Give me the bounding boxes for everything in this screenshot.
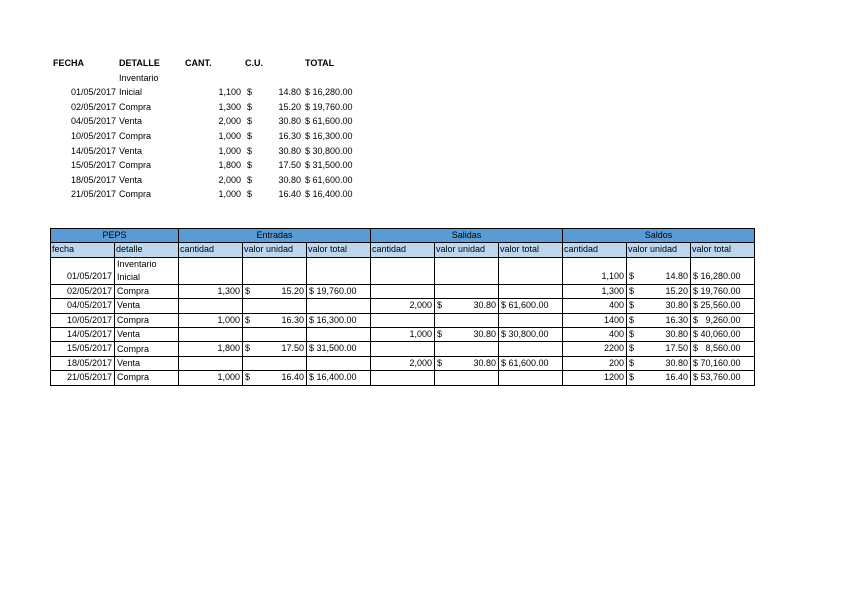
entradas-cantidad: 1,000 — [179, 371, 243, 385]
entradas-valor-unidad-cell — [243, 299, 307, 313]
summary-cu: 30.80 — [278, 145, 301, 156]
summary-header-total: TOTAL — [305, 58, 335, 68]
salidas-valor-unidad-cell — [435, 328, 499, 342]
salidas-valor-unidad-cell — [435, 299, 499, 313]
salidas-valor-unidad: 30.80 — [473, 357, 496, 368]
summary-header-cu: C.U. — [245, 58, 263, 68]
entradas-valor-total — [307, 328, 371, 342]
entradas-valor-unidad-cell — [243, 356, 307, 370]
summary-detalle-cell — [118, 114, 184, 129]
salidas-valor-unidad-cell — [435, 313, 499, 327]
summary-cu: 16.40 — [278, 189, 301, 200]
salidas-valor-unidad: 30.80 — [473, 329, 496, 340]
peps-subheader-fecha: fecha — [51, 243, 115, 257]
summary-cu: 30.80 — [278, 174, 301, 185]
summary-cant: 1,800 — [218, 160, 241, 171]
salidas-cantidad: 2,000 — [371, 356, 435, 370]
salidas-valor-unidad-currency: $ — [437, 357, 443, 368]
summary-cu-cell — [244, 144, 304, 159]
summary-cant: 1,300 — [218, 101, 241, 112]
salidas-cantidad — [371, 342, 435, 356]
peps-fecha: 15/05/2017 — [51, 342, 115, 356]
peps-detalle-cell — [115, 356, 179, 370]
summary-detalle: Compra — [119, 189, 152, 200]
entradas-valor-unidad: 17.50 — [281, 343, 304, 354]
peps-detalle: Compra — [117, 314, 150, 325]
salidas-valor-unidad-currency: $ — [437, 300, 443, 311]
entradas-valor-unidad-cell — [243, 371, 307, 385]
summary-fecha: 04/05/2017 — [70, 116, 116, 127]
salidas-subheader-valor-unidad: valor unidad — [435, 243, 499, 257]
peps-detalle-cell — [115, 284, 179, 298]
entradas-valor-total — [307, 299, 371, 313]
saldos-valor-total: $ 40,060.00 — [691, 328, 755, 342]
saldos-valor-total: $ 16,280.00 — [691, 257, 755, 284]
entradas-cantidad: 1,300 — [179, 284, 243, 298]
peps-group-peps: PEPS — [51, 229, 179, 243]
saldos-cantidad: 200 — [563, 356, 627, 370]
peps-group-saldos: Saldos — [563, 229, 755, 243]
summary-detalle-cell — [118, 129, 184, 144]
saldos-valor-unidad-cell — [627, 313, 691, 327]
summary-cu-cell — [244, 114, 304, 129]
saldos-cantidad: 400 — [563, 299, 627, 313]
summary-fecha: 15/05/2017 — [70, 160, 116, 171]
saldos-valor-unidad-currency: $ — [629, 372, 635, 383]
summary-detalle-cell — [118, 100, 184, 115]
salidas-subheader-cantidad: cantidad — [371, 243, 435, 257]
entradas-valor-unidad-currency: $ — [245, 343, 251, 354]
summary-row — [52, 187, 366, 202]
summary-cu: 14.80 — [278, 87, 301, 98]
entradas-valor-total: $ 16,300.00 — [307, 313, 371, 327]
peps-row — [51, 257, 755, 284]
summary-fecha: 18/05/2017 — [70, 174, 116, 185]
saldos-cantidad: 1,100 — [563, 257, 627, 284]
entradas-valor-unidad-currency: $ — [245, 372, 251, 383]
summary-detalle-cell — [118, 187, 184, 202]
summary-fecha: 01/05/2017 — [70, 87, 116, 98]
entradas-valor-total: $ 16,400.00 — [307, 371, 371, 385]
peps-group-header-row — [51, 229, 755, 243]
entradas-subheader-valor-unidad: valor unidad — [243, 243, 307, 257]
summary-table — [52, 56, 366, 202]
summary-cu-cell — [244, 173, 304, 188]
summary-cant: 1,000 — [218, 145, 241, 156]
saldos-valor-unidad-currency: $ — [629, 300, 635, 311]
summary-detalle: Venta — [119, 174, 143, 185]
summary-total: $ 19,760.00 — [305, 101, 353, 112]
saldos-valor-unidad: 16.30 — [665, 314, 688, 325]
entradas-subheader-valor-total: valor total — [307, 243, 371, 257]
entradas-cantidad — [179, 299, 243, 313]
summary-cu-currency: $ — [247, 87, 253, 98]
peps-row — [51, 299, 755, 313]
summary-cant: 2,000 — [218, 174, 241, 185]
peps-fecha: 21/05/2017 — [51, 371, 115, 385]
summary-cu-currency: $ — [247, 101, 253, 112]
saldos-valor-unidad: 30.80 — [665, 300, 688, 311]
summary-detalle-cell — [118, 144, 184, 159]
entradas-valor-unidad: 16.40 — [281, 372, 304, 383]
peps-table — [50, 228, 755, 386]
saldos-valor-unidad-cell — [627, 342, 691, 356]
summary-fecha: 14/05/2017 — [70, 145, 116, 156]
salidas-cantidad — [371, 257, 435, 284]
peps-row — [51, 356, 755, 370]
entradas-subheader-cantidad: cantidad — [179, 243, 243, 257]
summary-detalle-cell — [118, 71, 184, 100]
entradas-valor-total: $ 31,500.00 — [307, 342, 371, 356]
summary-total: $ 31,500.00 — [305, 160, 353, 171]
entradas-valor-unidad: 15.20 — [281, 285, 304, 296]
saldos-valor-total: $ 19,760.00 — [691, 284, 755, 298]
entradas-valor-unidad-currency: $ — [245, 314, 251, 325]
salidas-valor-total — [499, 371, 563, 385]
saldos-valor-unidad-cell — [627, 299, 691, 313]
summary-row — [52, 158, 366, 173]
saldos-valor-total: $ 70,160.00 — [691, 356, 755, 370]
summary-row — [52, 173, 366, 188]
peps-detalle-cell — [115, 328, 179, 342]
peps-fecha: 14/05/2017 — [51, 328, 115, 342]
entradas-valor-unidad-currency: $ — [245, 285, 251, 296]
summary-cu: 17.50 — [278, 160, 301, 171]
summary-row — [52, 129, 366, 144]
saldos-valor-unidad-currency: $ — [629, 285, 635, 296]
saldos-valor-unidad-currency: $ — [629, 271, 635, 282]
peps-detalle: Compra — [117, 372, 150, 383]
salidas-cantidad — [371, 284, 435, 298]
peps-row — [51, 284, 755, 298]
summary-cu-cell — [244, 158, 304, 173]
saldos-subheader-valor-total: valor total — [691, 243, 755, 257]
saldos-valor-unidad-cell — [627, 257, 691, 284]
peps-subheader-detalle: detalle — [115, 243, 179, 257]
saldos-valor-total: $ 53,760.00 — [691, 371, 755, 385]
saldos-cantidad: 400 — [563, 328, 627, 342]
summary-cu-cell — [244, 100, 304, 115]
saldos-valor-unidad-cell — [627, 371, 691, 385]
summary-total: $ 61,600.00 — [305, 174, 353, 185]
saldos-valor-total: $ 9,260.00 — [691, 313, 755, 327]
peps-fecha: 01/05/2017 — [51, 257, 115, 284]
peps-fecha: 10/05/2017 — [51, 313, 115, 327]
salidas-valor-total: $ 61,600.00 — [499, 356, 563, 370]
saldos-cantidad: 2200 — [563, 342, 627, 356]
salidas-valor-unidad-cell — [435, 257, 499, 284]
summary-cu: 16.30 — [278, 130, 301, 141]
saldos-cantidad: 1,300 — [563, 284, 627, 298]
peps-fecha: 04/05/2017 — [51, 299, 115, 313]
saldos-cantidad: 1400 — [563, 313, 627, 327]
saldos-valor-unidad: 30.80 — [665, 329, 688, 340]
peps-row — [51, 313, 755, 327]
summary-total: $ 61,600.00 — [305, 116, 353, 127]
entradas-valor-unidad-cell — [243, 284, 307, 298]
saldos-subheader-cantidad: cantidad — [563, 243, 627, 257]
salidas-valor-unidad: 30.80 — [473, 300, 496, 311]
summary-detalle: Inicial — [119, 87, 143, 98]
summary-detalle-cell — [118, 173, 184, 188]
saldos-valor-unidad-currency: $ — [629, 314, 635, 325]
peps-subheader-row — [51, 243, 755, 257]
salidas-cantidad — [371, 371, 435, 385]
saldos-valor-unidad-currency: $ — [629, 357, 635, 368]
summary-cant: 1,000 — [218, 130, 241, 141]
entradas-cantidad — [179, 356, 243, 370]
peps-detalle: Compra — [117, 343, 150, 354]
peps-fecha: 18/05/2017 — [51, 356, 115, 370]
peps-group-entradas: Entradas — [179, 229, 371, 243]
peps-detalle-cell — [115, 342, 179, 356]
salidas-valor-unidad-cell — [435, 342, 499, 356]
summary-detalle: Compra — [119, 130, 152, 141]
salidas-cantidad: 1,000 — [371, 328, 435, 342]
entradas-cantidad: 1,000 — [179, 313, 243, 327]
peps-group-salidas: Salidas — [371, 229, 563, 243]
summary-detalle-cell — [118, 158, 184, 173]
peps-detalle-cell — [115, 257, 179, 284]
summary-total: $ 16,280.00 — [305, 87, 353, 98]
summary-total: $ 30,800.00 — [305, 145, 353, 156]
peps-detalle: Venta — [117, 358, 141, 369]
summary-cu: 15.20 — [278, 101, 301, 112]
saldos-valor-unidad-cell — [627, 328, 691, 342]
summary-row — [52, 100, 366, 115]
peps-row — [51, 328, 755, 342]
summary-fecha: 10/05/2017 — [70, 130, 116, 141]
entradas-cantidad: 1,800 — [179, 342, 243, 356]
entradas-valor-total — [307, 356, 371, 370]
saldos-valor-unidad-currency: $ — [629, 343, 635, 354]
saldos-valor-unidad: 14.80 — [665, 271, 688, 282]
saldos-valor-total: $ 8,560.00 — [691, 342, 755, 356]
entradas-valor-unidad-cell — [243, 328, 307, 342]
peps-detalle: Venta — [117, 329, 141, 340]
summary-cu-currency: $ — [247, 160, 253, 171]
saldos-cantidad: 1200 — [563, 371, 627, 385]
summary-fecha: 02/05/2017 — [70, 101, 116, 112]
entradas-valor-unidad-cell — [243, 342, 307, 356]
saldos-valor-unidad: 30.80 — [665, 357, 688, 368]
saldos-subheader-valor-unidad: valor unidad — [627, 243, 691, 257]
salidas-valor-unidad-currency: $ — [437, 329, 443, 340]
salidas-valor-unidad-cell — [435, 356, 499, 370]
summary-cu-cell — [244, 187, 304, 202]
summary-cu: 30.80 — [278, 116, 301, 127]
summary-cu-currency: $ — [247, 145, 253, 156]
summary-detalle: Compra — [119, 160, 152, 171]
salidas-valor-total — [499, 284, 563, 298]
summary-cant: 1,000 — [218, 189, 241, 200]
summary-header-detalle: DETALLE — [119, 58, 160, 68]
peps-detalle-cell — [115, 313, 179, 327]
entradas-valor-total: $ 19,760.00 — [307, 284, 371, 298]
salidas-valor-unidad-cell — [435, 284, 499, 298]
peps-detalle: Venta — [117, 300, 141, 311]
summary-cu-currency: $ — [247, 130, 253, 141]
salidas-valor-unidad-cell — [435, 371, 499, 385]
peps-row — [51, 371, 755, 385]
entradas-valor-unidad-cell — [243, 313, 307, 327]
peps-detalle-cell — [115, 299, 179, 313]
saldos-valor-unidad: 15.20 — [665, 285, 688, 296]
saldos-valor-unidad: 17.50 — [665, 343, 688, 354]
summary-cant: 1,100 — [218, 87, 241, 98]
entradas-valor-unidad: 16.30 — [281, 314, 304, 325]
summary-cu-cell — [244, 129, 304, 144]
salidas-valor-total — [499, 313, 563, 327]
salidas-valor-total: $ 61,600.00 — [499, 299, 563, 313]
summary-cu-currency: $ — [247, 116, 253, 127]
entradas-valor-unidad-cell — [243, 257, 307, 284]
entradas-valor-total — [307, 257, 371, 284]
summary-row — [52, 144, 366, 159]
summary-row — [52, 71, 366, 100]
saldos-valor-unidad-currency: $ — [629, 329, 635, 340]
saldos-valor-unidad-cell — [627, 284, 691, 298]
saldos-valor-total: $ 25,560.00 — [691, 299, 755, 313]
salidas-subheader-valor-total: valor total — [499, 243, 563, 257]
summary-fecha: 21/05/2017 — [70, 189, 116, 200]
summary-header-row — [52, 56, 366, 71]
summary-total: $ 16,400.00 — [305, 189, 353, 200]
peps-detalle: Inicial — [117, 271, 141, 282]
summary-total: $ 16,300.00 — [305, 130, 353, 141]
summary-detalle: Venta — [119, 145, 143, 156]
salidas-cantidad: 2,000 — [371, 299, 435, 313]
summary-header-fecha: FECHA — [53, 58, 84, 68]
summary-detalle-line1: Inventario — [119, 72, 159, 83]
peps-row — [51, 342, 755, 356]
summary-cu-cell — [244, 71, 304, 100]
summary-cu-currency: $ — [247, 189, 253, 200]
summary-header-cant: CANT. — [185, 58, 212, 68]
salidas-valor-total — [499, 257, 563, 284]
peps-fecha: 02/05/2017 — [51, 284, 115, 298]
summary-row — [52, 114, 366, 129]
summary-cant: 2,000 — [218, 116, 241, 127]
entradas-cantidad — [179, 257, 243, 284]
summary-detalle: Compra — [119, 101, 152, 112]
salidas-cantidad — [371, 313, 435, 327]
summary-detalle: Venta — [119, 116, 143, 127]
peps-detalle-cell — [115, 371, 179, 385]
saldos-valor-unidad-cell — [627, 356, 691, 370]
salidas-valor-total: $ 30,800.00 — [499, 328, 563, 342]
entradas-cantidad — [179, 328, 243, 342]
peps-detalle-line1: Inventario — [117, 258, 157, 269]
peps-detalle: Compra — [117, 286, 150, 297]
saldos-valor-unidad: 16.40 — [665, 372, 688, 383]
salidas-valor-total — [499, 342, 563, 356]
summary-cu-currency: $ — [247, 174, 253, 185]
